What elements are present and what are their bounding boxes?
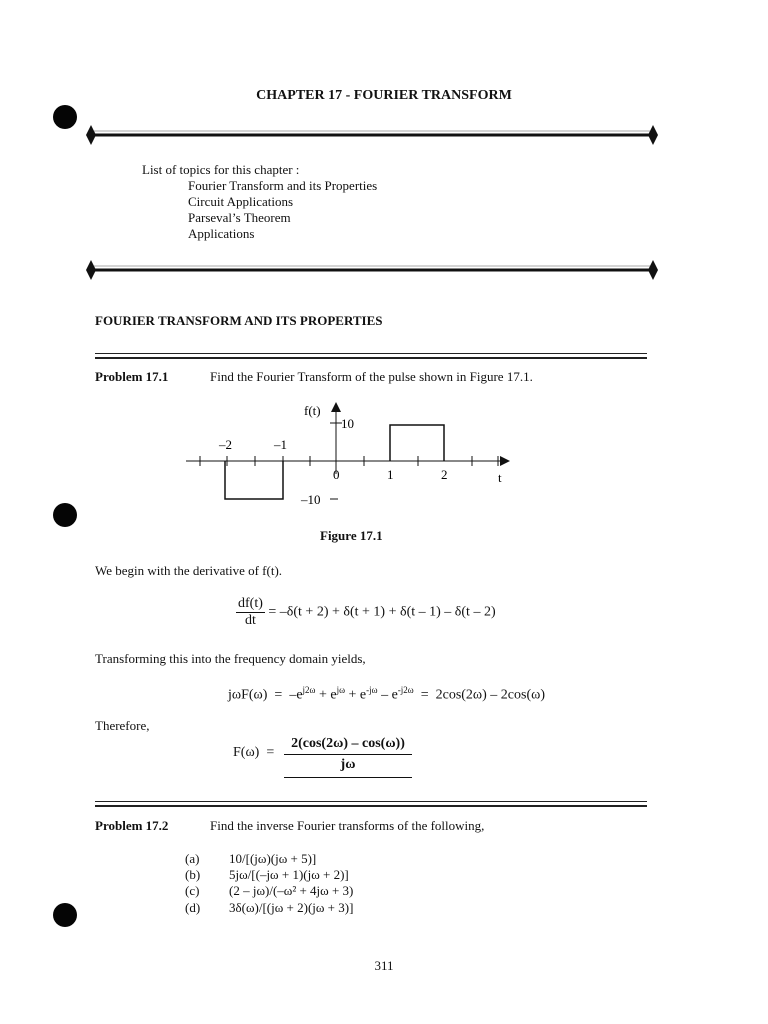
- problem-rule-1: [95, 353, 647, 359]
- figure-tick-2: 2: [441, 467, 448, 482]
- exp-1: j2ω: [302, 685, 316, 695]
- final-denominator: jω: [340, 757, 356, 772]
- diamond-rule-bottom: [86, 258, 658, 282]
- binder-hole-middle: [53, 503, 77, 527]
- derivative-rhs: = –δ(t + 2) + δ(t + 1) + δ(t – 1) – δ(t – 2): [268, 604, 496, 620]
- transform-lhs: jωF(ω) = –e: [228, 687, 303, 703]
- topic-item-4: Applications: [188, 226, 255, 241]
- part-d-letter: (d): [185, 900, 201, 915]
- transform-term-2: + e: [315, 687, 337, 703]
- figure-tick-1: 1: [387, 467, 394, 482]
- exp-2: jω: [336, 685, 346, 695]
- solution-line-2: Transforming this into the frequency domain yields,: [95, 651, 366, 666]
- figure-top-value: 10: [341, 416, 354, 431]
- binder-hole-bottom: [53, 903, 77, 927]
- part-d-expr: 3δ(ω)/[(jω + 2)(jω + 3)]: [229, 900, 354, 915]
- derivative-numerator: df(t): [238, 596, 263, 611]
- exp-4: -j2ω: [397, 685, 414, 695]
- part-b-letter: (b): [185, 867, 201, 882]
- problem-1-statement: Find the Fourier Transform of the pulse shown in Figure 17.1.: [210, 369, 533, 384]
- part-b-expr: 5jω/[(–jω + 1)(jω + 2)]: [229, 867, 349, 882]
- figure-ylabel: f(t): [304, 403, 321, 418]
- final-underline: [284, 777, 412, 778]
- diamond-rule-top: [86, 123, 658, 147]
- transform-rhs: = 2cos(2ω) – 2cos(ω): [413, 687, 546, 703]
- problem-1-label: Problem 17.1: [95, 369, 169, 384]
- problem-rule-2: [95, 801, 647, 807]
- part-c-expr: (2 – jω)/(–ω² + 4jω + 3): [229, 883, 354, 898]
- transform-term-4: – e: [377, 687, 398, 703]
- binder-hole-top: [53, 105, 77, 129]
- part-a-letter: (a): [185, 851, 200, 866]
- part-a-expr: 10/[(jω)(jω + 5)]: [229, 851, 317, 866]
- solution-line-1: We begin with the derivative of f(t).: [95, 563, 283, 578]
- topic-item-1: Fourier Transform and its Properties: [188, 178, 378, 193]
- chapter-title: CHAPTER 17 - FOURIER TRANSFORM: [256, 88, 512, 103]
- exp-3: -jω: [366, 685, 378, 695]
- transform-equation: [228, 685, 545, 704]
- figure-tick-neg-2: –2: [219, 437, 232, 452]
- part-c-letter: (c): [185, 883, 200, 898]
- figure-tick-0: 0: [333, 467, 340, 482]
- figure-tick-neg-1: –1: [274, 437, 287, 452]
- topic-item-2: Circuit Applications: [188, 194, 294, 209]
- problem-2-statement: Find the inverse Fourier transforms of the following,: [210, 818, 485, 833]
- figure-caption: Figure 17.1: [320, 528, 383, 543]
- solution-line-3: Therefore,: [95, 718, 150, 733]
- derivative-equation: [236, 596, 496, 629]
- transform-term-3: + e: [345, 687, 367, 703]
- derivative-denominator: dt: [236, 612, 265, 629]
- figure-bottom-value: –10: [301, 492, 321, 507]
- section-heading: FOURIER TRANSFORM AND ITS PROPERTIES: [95, 313, 383, 328]
- page-number: 311: [374, 958, 394, 973]
- final-numerator: 2(cos(2ω) – cos(ω)): [291, 736, 405, 751]
- figure-17-1: [180, 398, 520, 518]
- figure-xlabel: t: [498, 470, 502, 485]
- final-lhs: F(ω) =: [233, 745, 275, 760]
- final-fraction-bar: [284, 754, 412, 755]
- topics-intro: List of topics for this chapter :: [142, 162, 300, 177]
- topic-item-3: Parseval’s Theorem: [188, 210, 291, 225]
- problem-2-label: Problem 17.2: [95, 818, 169, 833]
- derivative-fraction: [236, 596, 265, 629]
